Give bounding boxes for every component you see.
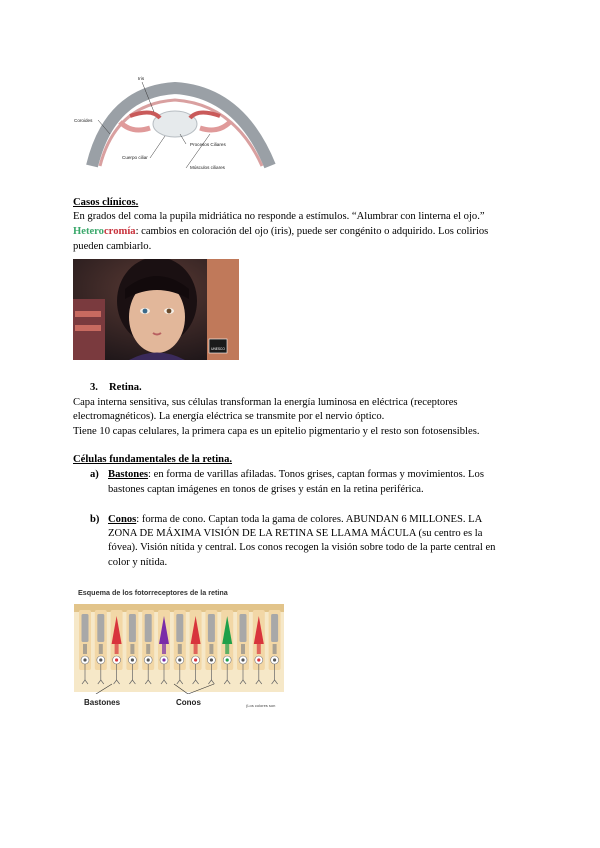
inner-segment	[209, 644, 213, 654]
nucleus-core	[131, 658, 134, 661]
rod-outer-segment	[97, 614, 104, 642]
nucleus-core	[210, 658, 213, 661]
inner-segment	[146, 644, 150, 654]
photoreceptor-illustration	[74, 604, 288, 694]
retina-paragraph-line-1: Capa interna sensitiva, sus células transforman la energía luminosa en eléctrica (receptores	[73, 397, 458, 408]
inner-segment	[115, 644, 119, 654]
inner-segment	[83, 644, 87, 654]
bastones-description: : en forma de varillas afiladas. Tonos grises, captan formas y movimientos. Los	[148, 469, 484, 480]
eye-anatomy-illustration	[70, 74, 280, 170]
conos-line-1	[108, 513, 482, 527]
list-marker-a: a)	[90, 469, 99, 480]
eye-anatomy-figure	[70, 74, 280, 170]
inner-segment	[257, 644, 261, 654]
label-conos: Conos	[176, 698, 201, 707]
conos-description: : forma de cono. Captan toda la gama de colores. ABUNDAN 6 MILLONES. LA	[136, 514, 483, 525]
bastones-line-2: bastones captan imágenes en tonos de grises y están en la retina periférica.	[108, 484, 424, 495]
nucleus-core	[257, 658, 260, 661]
photoreceptor-figure	[74, 586, 288, 712]
nucleus-core	[147, 658, 150, 661]
retina-section-number: 3.	[90, 382, 98, 393]
cells-heading: Células fundamentales de la retina.	[73, 454, 233, 465]
nucleus-core	[226, 658, 229, 661]
heterocromia-part-a: Hetero	[73, 226, 104, 237]
list-marker-b: b)	[90, 514, 100, 525]
inner-segment	[99, 644, 103, 654]
inner-segment	[162, 644, 166, 654]
heterochromia-photo	[73, 259, 239, 360]
bastones-line-1	[108, 468, 484, 482]
photo-logo: UNESCO	[211, 347, 225, 351]
retina-paragraph-line-3: Tiene 10 capas celulares, la primera capa es un epitelio pigmentario y el resto son fotosensibles.	[73, 426, 480, 437]
label-musculos-ciliares: Músculos ciliares	[190, 165, 225, 170]
inner-segment	[225, 644, 229, 654]
label-cuerpo-ciliar: Cuerpo ciliar	[122, 155, 148, 160]
inner-segment	[130, 644, 134, 654]
clinical-line-1: En grados del coma la pupila midriática no responde a estímulos. “Alumbrar con linterna el ojo.”	[73, 211, 485, 222]
nucleus-core	[115, 658, 118, 661]
nucleus-core	[178, 658, 181, 661]
rod-outer-segment	[145, 614, 152, 642]
colors-credit: (Los colores son	[246, 703, 276, 708]
retina-paragraph-line-2: electromagnéticos). La energía eléctrica se transmite por el nervio óptico.	[73, 411, 385, 422]
nucleus-core	[162, 658, 165, 661]
label-iris: Iris	[138, 76, 145, 81]
conos-line-4: color y nítida.	[108, 557, 168, 568]
label-coroides: Coroides	[74, 118, 93, 123]
nucleus-core	[194, 658, 197, 661]
inner-segment	[194, 644, 198, 654]
retina-section-title: Retina.	[109, 382, 142, 393]
rod-outer-segment	[176, 614, 183, 642]
clinical-heading: Casos clínicos.	[73, 197, 139, 208]
label-bastones: Bastones	[84, 698, 121, 707]
heterocromia-part-b: cromía	[103, 226, 136, 237]
rod-outer-segment	[129, 614, 136, 642]
nucleus-core	[99, 658, 102, 661]
conos-term: Conos	[108, 514, 137, 525]
rod-outer-segment	[240, 614, 247, 642]
nucleus-core	[273, 658, 276, 661]
nucleus-core	[241, 658, 244, 661]
conos-line-3: fóvea). Visión nítida y central. Los conos recogen la visión sobre todo de la parte central en	[108, 542, 496, 553]
rod-outer-segment	[271, 614, 278, 642]
clinical-line-2	[73, 225, 488, 239]
rod-outer-segment	[208, 614, 215, 642]
inner-segment	[178, 644, 182, 654]
inner-segment	[241, 644, 245, 654]
inner-segment	[273, 644, 277, 654]
photoreceptor-figure-title: Esquema de los fotorreceptores de la retina	[78, 588, 228, 597]
bastones-term: Bastones	[108, 469, 149, 480]
girl-portrait-illustration	[73, 259, 239, 360]
label-procesos-ciliares: Procesos Ciliares	[190, 142, 226, 147]
nucleus-core	[83, 658, 86, 661]
rod-outer-segment	[82, 614, 89, 642]
heterocromia-description: : cambios en coloración del ojo (iris), puede ser congénito o adquirido. Los colirios	[135, 226, 489, 237]
clinical-line-3: pueden cambiarlo.	[73, 241, 152, 252]
conos-line-2: ZONA DE MÁXIMA VISIÓN DE LA RETINA SE LLAMA MÁCULA (su centro es la	[108, 528, 483, 539]
